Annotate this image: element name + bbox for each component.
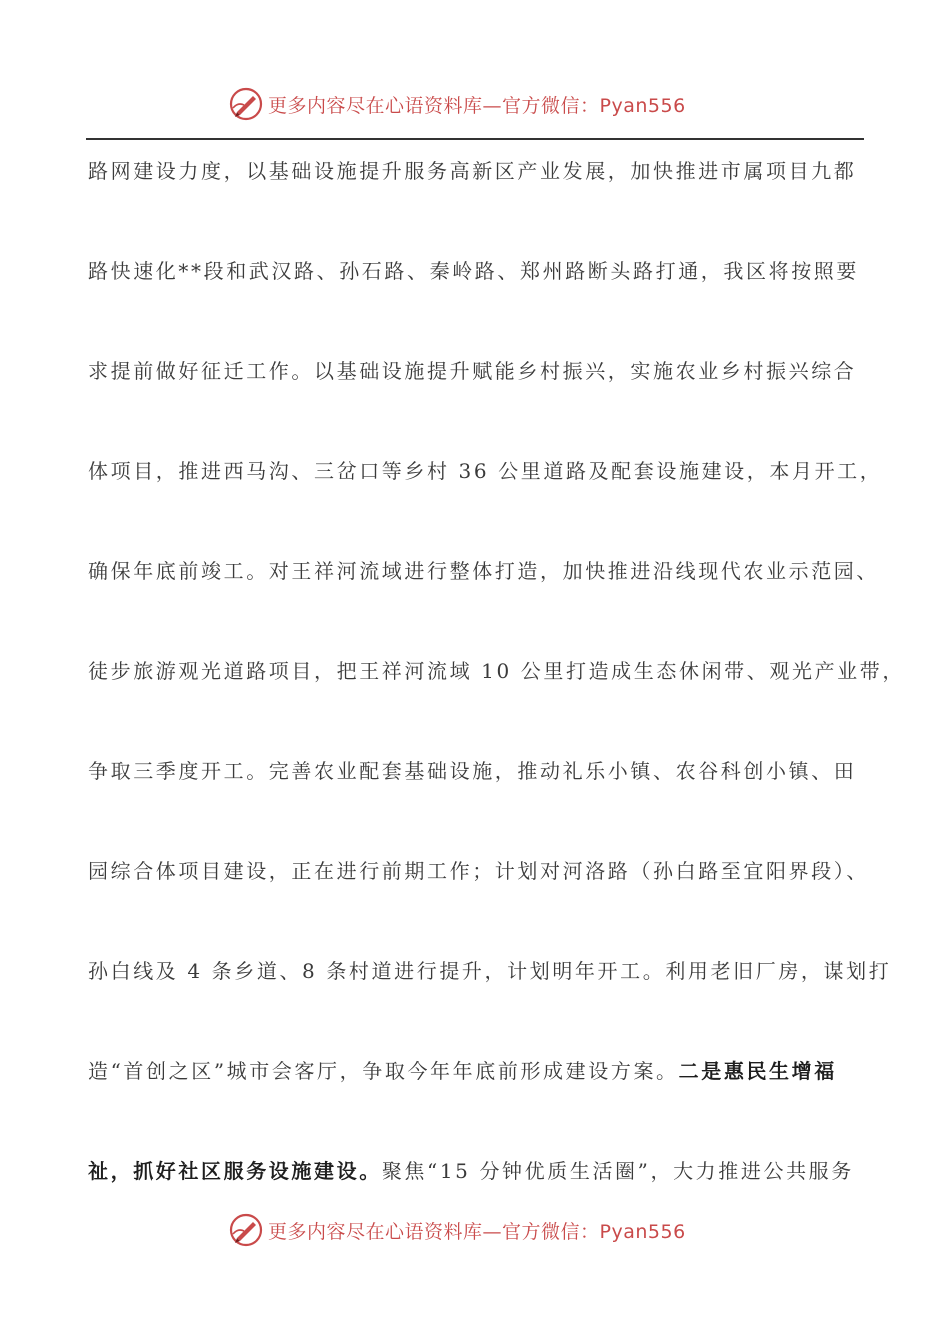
paragraph-line xyxy=(88,550,888,650)
bold-heading-text: 祉，抓好社区服务设施建设。 xyxy=(88,1159,382,1183)
line-text: 体项目，推进西马沟、三岔口等乡村 36 公里道路及配套设施建设，本月开工， xyxy=(88,459,883,483)
paragraph-line xyxy=(88,950,892,1050)
line-text: 路网建设力度，以基础设施提升服务高新区产业发展，加快推进市属项目九都 xyxy=(88,159,857,183)
pen-logo-icon xyxy=(228,1212,264,1248)
banner-promo-text: 更多内容尽在心语资料库—官方微信： xyxy=(268,94,600,117)
paragraph-line xyxy=(88,350,888,450)
pen-logo-icon xyxy=(228,86,264,122)
header-banner xyxy=(0,84,950,124)
paragraph-line xyxy=(88,850,888,950)
paragraph-line xyxy=(88,150,888,250)
line-text: 确保年底前竣工。对王祥河流域进行整体打造，加快推进沿线现代农业示范园、 xyxy=(88,559,879,583)
line-text: 造“首创之区”城市会客厅，争取今年年底前形成建设方案。 xyxy=(88,1059,679,1083)
banner-promo-text: 更多内容尽在心语资料库—官方微信： xyxy=(268,1220,600,1243)
paragraph-line xyxy=(88,650,905,750)
banner-account: Pyan556 xyxy=(599,1220,686,1243)
bold-heading-text: 二是惠民生增福 xyxy=(678,1059,837,1083)
paragraph-line xyxy=(88,750,888,850)
document-body xyxy=(88,150,905,1250)
line-text: 园综合体项目建设，正在进行前期工作；计划对河洛路（孙白路至宜阳界段）、 xyxy=(88,859,869,883)
line-text: 孙白线及 4 条乡道、8 条村道进行提升，计划明年开工。利用老旧厂房，谋划打 xyxy=(88,959,892,983)
line-text: 徒步旅游观光道路项目，把王祥河流域 10 公里打造成生态休闲带、观光产业带， xyxy=(88,659,905,683)
footer-banner xyxy=(0,1210,950,1250)
header-banner-text xyxy=(268,91,686,118)
line-text: 争取三季度开工。完善农业配套基础设施，推动礼乐小镇、农谷科创小镇、田 xyxy=(88,759,857,783)
paragraph-line xyxy=(88,450,888,550)
line-text: 聚焦“15 分钟优质生活圈”，大力推进公共服务 xyxy=(381,1159,854,1183)
paragraph-line xyxy=(88,250,888,350)
line-text: 路快速化**段和武汉路、孙石路、秦岭路、郑州路断头路打通，我区将按照要 xyxy=(88,259,859,283)
header-divider xyxy=(86,138,864,140)
paragraph-line xyxy=(88,1050,888,1150)
footer-banner-text xyxy=(268,1217,686,1244)
banner-account: Pyan556 xyxy=(599,94,686,117)
line-text: 求提前做好征迁工作。以基础设施提升赋能乡村振兴，实施农业乡村振兴综合 xyxy=(88,359,857,383)
